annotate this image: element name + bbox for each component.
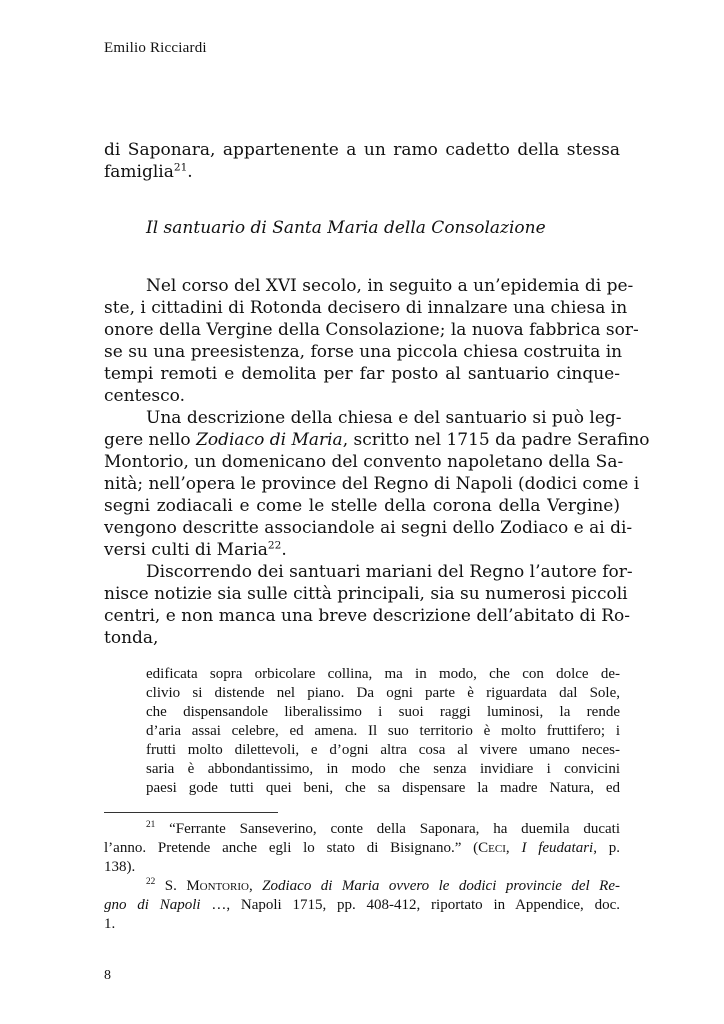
- text-line: nisce notizie sia sulle città principali, sia su numerosi piccoli: [104, 584, 628, 604]
- text-line: Nel corso del XVI secolo, in seguito a un’epidemia di pe-: [146, 276, 634, 296]
- text-line: tempi remoti e demolita per far posto al santuario cinque-: [104, 364, 620, 384]
- footnote-21: $^{21}$ “Ferrante Sanseverino, conte della Saponara, ha duemila ducati: [146, 820, 620, 837]
- text-line: centesco.: [104, 386, 186, 406]
- text-line: segni zodiacali e come le stelle della corona della Vergine): [104, 496, 620, 516]
- text-line: centri, e non manca una breve descrizione dell’abitato di Ro-: [104, 606, 630, 626]
- text-line: tonda,: [104, 628, 159, 648]
- book-title: Zodiaco di Maria: [196, 430, 343, 450]
- footnote-22: $^{22}$ S. Montorio, Zodiaco di Maria ovvero le dodici provincie del Re-: [146, 877, 621, 894]
- footnote-line: 1.: [104, 916, 116, 932]
- text-line: Una descrizione della chiesa e del santuario si può leg-: [146, 408, 622, 428]
- quote-line: frutti molto dilettevoli, e d’ogni altra cosa al vivere umano neces-: [146, 742, 620, 758]
- text-line: vengono descritte associandole ai segni dello Zodiaco e ai di-: [104, 518, 633, 538]
- quote-line: clivio si distende nel piano. Da ogni parte è riguardata dal Sole,: [146, 685, 620, 701]
- text-line: famiglia$^{21}$.: [104, 161, 193, 182]
- footnote-line: gno di Napoli …, Napoli 1715, pp. 408-412, riportato in Appendice, doc.: [104, 897, 620, 913]
- page-number: 8: [104, 968, 111, 983]
- quote-line: che dispensandole liberalissimo i suoi raggi luminosi, la rende: [146, 704, 620, 720]
- footnote-line: l’anno. Pretende anche egli lo stato di Bisignano.” (Ceci, I feudatari, p.: [104, 840, 620, 856]
- text-line: ste, i cittadini di Rotonda decisero di innalzare una chiesa in: [104, 298, 628, 318]
- text-line: Discorrendo dei santuari mariani del Regno l’autore for-: [146, 562, 633, 582]
- text-line: se su una preesistenza, forse una piccola chiesa costruita in: [104, 342, 623, 362]
- footnote-line: 138).: [104, 859, 136, 875]
- quote-line: d’aria assai celebre, ed amena. Il suo territorio è molto fruttifero; i: [146, 723, 620, 739]
- section-heading: Il santuario di Santa Maria della Consolazione: [146, 218, 546, 238]
- text-line: onore della Vergine della Consolazione; la nuova fabbrica sor-: [104, 320, 639, 340]
- text-line: Montorio, un domenicano del convento napoletano della Sa-: [104, 452, 624, 472]
- footnote-ref-21[interactable]: 21: [173, 161, 188, 174]
- footnote-ref-22[interactable]: 22: [267, 539, 282, 552]
- text-line: versi culti di Maria$^{22}$.: [104, 539, 287, 560]
- text-line: di Saponara, appartenente a un ramo cadetto della stessa: [104, 140, 620, 160]
- quote-line: edificata sopra orbicolare collina, ma in modo, che con dolce de-: [146, 666, 620, 682]
- quote-line: saria è abbondantissimo, in modo che senza invidiare i convicini: [146, 761, 620, 777]
- footnote-divider: [104, 812, 278, 813]
- text-line: nità; nell’opera le province del Regno di Napoli (dodici come i: [104, 474, 640, 494]
- text-line: gere nello Zodiaco di Maria, scritto nel 1715 da padre Serafino: [104, 430, 650, 450]
- running-head: Emilio Ricciardi: [104, 40, 207, 56]
- quote-line: paesi gode tutti quei beni, che sa dispensare la madre Natura, ed: [146, 780, 620, 796]
